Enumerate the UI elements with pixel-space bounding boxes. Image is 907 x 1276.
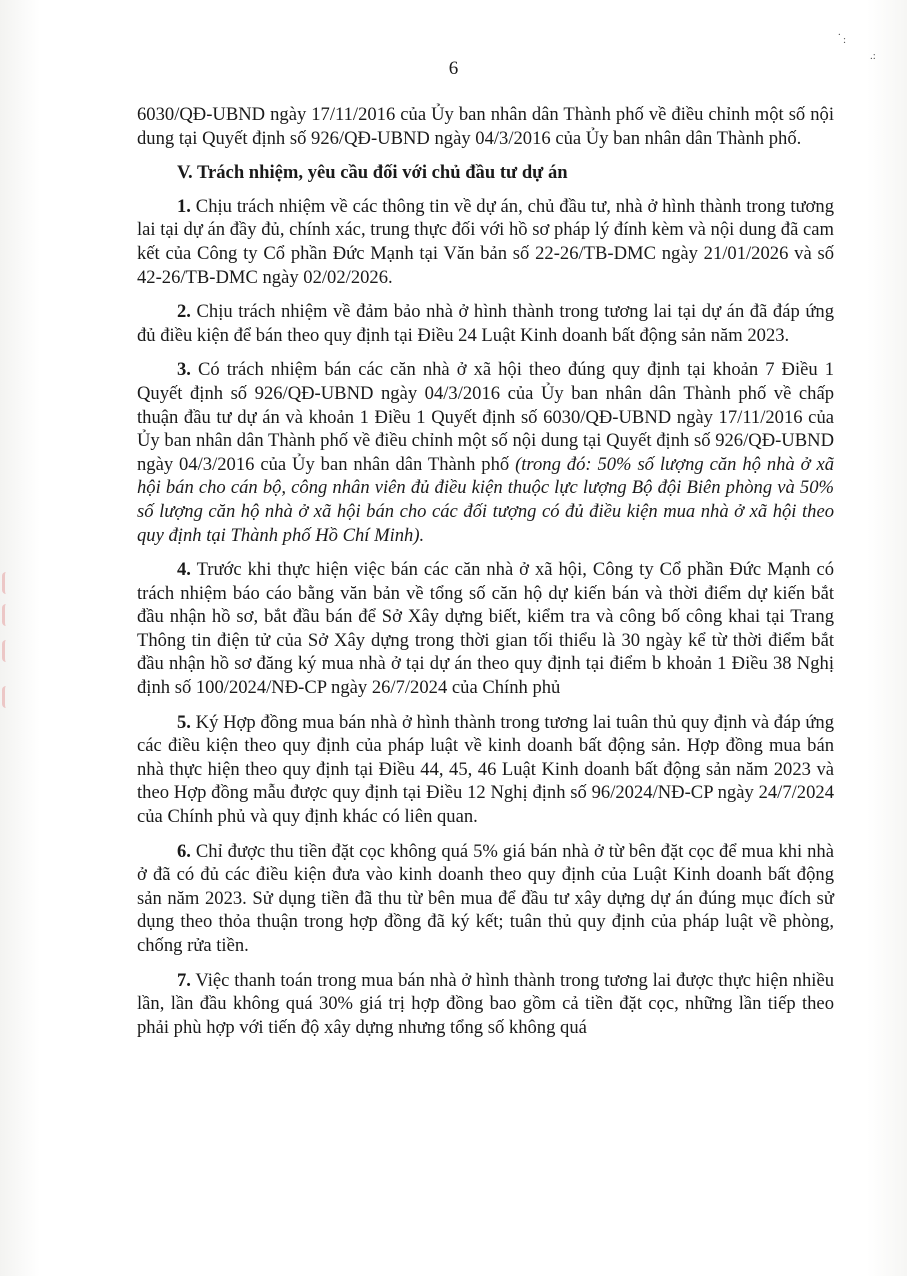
paragraph-text: Chịu trách nhiệm về các thông tin về dự án, chủ đầu tư, nhà ở hình thành trong tương lai tại dự án đầy đủ, chính xác, trung thực đối với hồ sơ pháp lý đính kèm và nội dung đã cam kết của Công ty Cổ phần Đức Mạnh tại Văn bản số 22-26/TB-DMC ngày 21/01/2026 và số 42-26/TB-DMC ngày 02/02/2026. [137, 195, 834, 288]
paragraph-item-2 [137, 300, 834, 347]
stamp-edge-mark [2, 640, 23, 662]
item-number: 5. [177, 711, 191, 733]
paragraph-italic-text: (trong đó: 50% số lượng căn hộ nhà ở xã hội bán cho cán bộ, công nhân viên đủ điều kiện thuộc lực lượng Bộ đội Biên phòng và 50% số lượng căn hộ nhà ở xã hội bán cho các đối tượng có đủ điều kiện mua nhà ở xã hội theo quy định tại Thành phố Hồ Chí Minh). [137, 453, 834, 546]
paragraph-item-1 [137, 195, 834, 289]
paragraph-text: Ký Hợp đồng mua bán nhà ở hình thành trong tương lai tuân thủ quy định và đáp ứng các điều kiện theo quy định của pháp luật về kinh doanh bất động sản. Hợp đồng mua bán nhà thực hiện theo quy định tại Điều 44, 45, 46 Luật Kinh doanh bất động sản năm 2023 và theo Hợp đồng mẫu được quy định tại Điều 12 Nghị định số 96/2024/NĐ-CP ngày 24/7/2024 của Chính phủ và quy định khác có liên quan. [137, 711, 834, 828]
stamp-edge-mark [2, 604, 23, 626]
stamp-edge-mark [2, 686, 23, 708]
stamp-edge-mark [2, 572, 23, 594]
document-body [137, 103, 834, 1050]
scan-speck: .: [870, 50, 876, 62]
paragraph-item-3 [137, 358, 834, 547]
paragraph-item-5 [137, 711, 834, 829]
item-number: 3. [177, 359, 191, 381]
scan-speck: . [838, 26, 841, 38]
item-number: 6. [177, 840, 191, 862]
paragraph-text: Có trách nhiệm bán các căn nhà ở xã hội theo đúng quy định tại khoản 7 Điều 1 Quyết định số 926/QĐ-UBND ngày 04/3/2016 của Ủy ban nhân dân Thành phố về chấp thuận đầu tư dự án và khoản 1 Điều 1 Quyết định số 6030/QĐ-UBND ngày 17/11/2016 của Ủy ban nhân dân Thành phố về điều chỉnh một số nội dung tại Quyết định số 926/QĐ-UBND ngày 04/3/2016 của Ủy ban nhân dân Thành phố [137, 359, 834, 475]
paragraph-item-4 [137, 558, 834, 700]
item-number: 4. [177, 559, 191, 581]
paragraph-text: Trước khi thực hiện việc bán các căn nhà ở xã hội, Công ty Cổ phần Đức Mạnh có trách nhiệm báo cáo bằng văn bản về tổng số căn hộ dự kiến bán và thời điểm dự kiến bắt đầu nhận hồ sơ, bắt đầu bán để Sở Xây dựng biết, kiểm tra và công bố công khai tại Trang Thông tin điện tử của Sở Xây dựng trong thời gian tối thiểu là 30 ngày kể từ thời điểm bắt đầu nhận hồ sơ đăng ký mua nhà ở tại dự án theo quy định tại điểm b khoản 1 Điều 38 Nghị định số 100/2024/NĐ-CP ngày 26/7/2024 của Chính phủ [137, 559, 834, 699]
paragraph-item-7 [137, 969, 834, 1040]
paragraph-continued: 6030/QĐ-UBND ngày 17/11/2016 của Ủy ban nhân dân Thành phố về điều chỉnh một số nội dung tại Quyết định số 926/QĐ-UBND ngày 04/3/2016 của Ủy ban nhân dân Thành phố. [137, 104, 834, 149]
item-number: 1. [177, 195, 191, 217]
item-number: 2. [177, 301, 191, 323]
scan-speck: : [843, 34, 847, 46]
paragraph-text: Chỉ được thu tiền đặt cọc không quá 5% giá bán nhà ở từ bên đặt cọc để mua khi nhà ở đã có đủ các điều kiện đưa vào kinh doanh theo quy định của Luật Kinh doanh bất động sản năm 2023. Sử dụng tiền đã thu từ bên mua để đầu tư xây dựng dự án đúng mục đích sử dụng theo thỏa thuận trong hợp đồng đã ký kết; tuân thủ quy định của pháp luật về phòng, chống rửa tiền. [137, 840, 834, 956]
page-number: 6 [448, 58, 459, 79]
section-heading: V. Trách nhiệm, yêu cầu đối với chủ đầu tư dự án [177, 162, 568, 184]
paragraph-item-6 [137, 840, 834, 958]
paragraph-text: Chịu trách nhiệm về đảm bảo nhà ở hình thành trong tương lai tại dự án đã đáp ứng đủ điều kiện để bán theo quy định tại Điều 24 Luật Kinh doanh bất động sản năm 2023. [137, 301, 834, 346]
paragraph-text: Việc thanh toán trong mua bán nhà ở hình thành trong tương lai được thực hiện nhiều lần, lần đầu không quá 30% giá trị hợp đồng bao gồm cả tiền đặt cọc, những lần tiếp theo phải phù hợp với tiến độ xây dựng nhưng tổng số không quá [137, 969, 834, 1038]
item-number: 7. [177, 969, 191, 991]
